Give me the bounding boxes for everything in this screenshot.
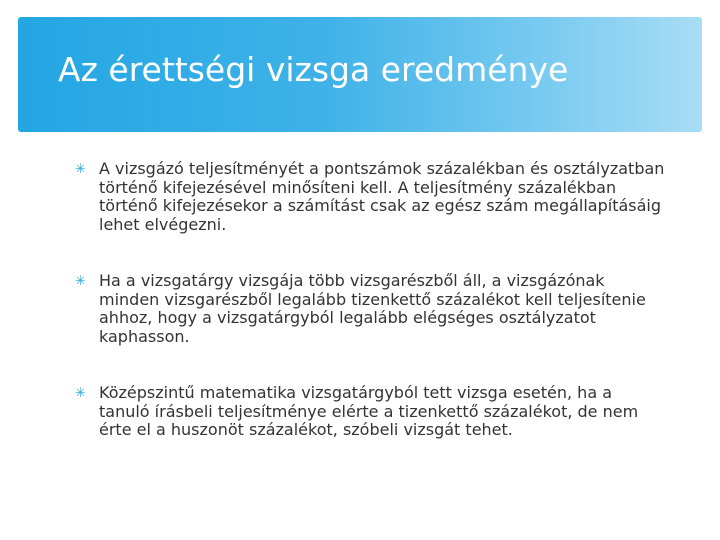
asterisk-bullet-icon: ✳ xyxy=(75,274,86,289)
bullet-text: Ha a vizsgatárgy vizsgája több vizsgarészből áll, a vizsgázónak minden vizsgarészből legalább tizenkettő százalékot kell teljesítenie ahhoz, hogy a vizsgatárgyból legalább elégséges osztályzatot kaphasson. xyxy=(99,271,646,346)
bullet-text: A vizsgázó teljesítményét a pontszámok százalékban és osztályzatban történő kifejezésével minősíteni kell. A teljesítmény százalékban történő kifejezésekor a számítást csak az egész szám megállapításáig lehet elvégezni. xyxy=(99,159,665,234)
bullet-list xyxy=(75,160,665,478)
asterisk-bullet-icon: ✳ xyxy=(75,386,86,401)
bullet-item xyxy=(75,272,665,346)
bullet-item xyxy=(75,160,665,234)
asterisk-bullet-icon: ✳ xyxy=(75,162,86,177)
bullet-text: Középszintű matematika vizsgatárgyból tett vizsga esetén, ha a tanuló írásbeli teljesítménye elérte a tizenkettő százalékot, de nem érte el a huszonöt százalékot, szóbeli vizsgát tehet. xyxy=(99,383,639,439)
slide-title: Az érettségi vizsga eredménye xyxy=(58,50,569,89)
bullet-item xyxy=(75,384,665,440)
